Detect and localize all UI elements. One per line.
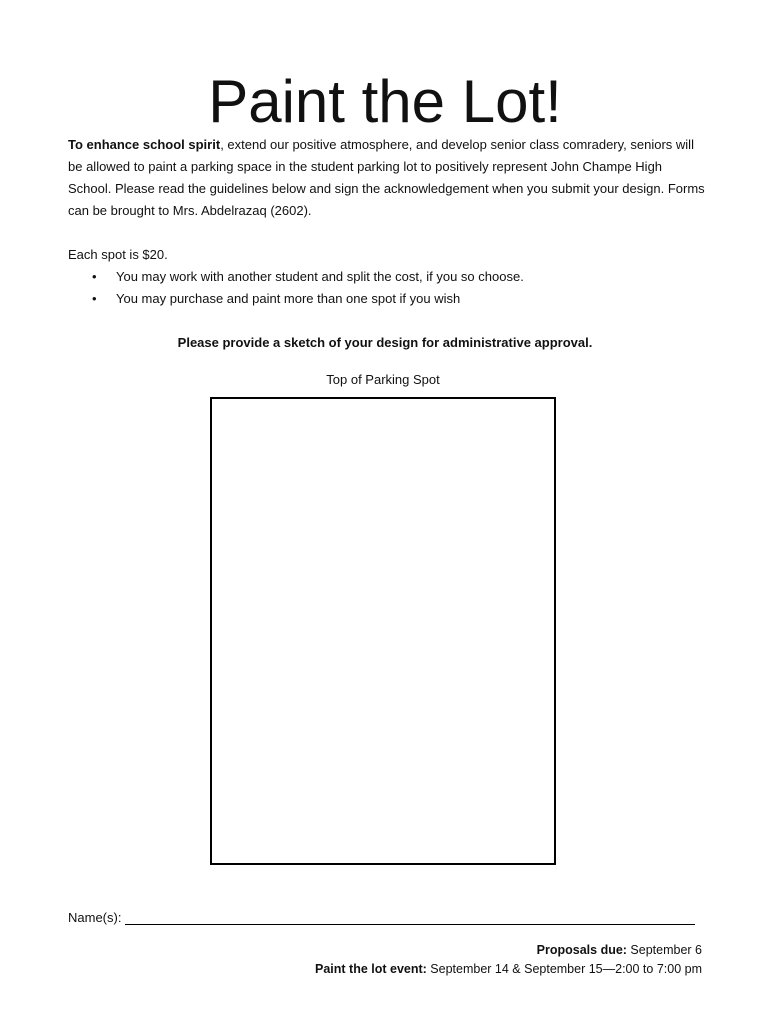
proposals-due-label: Proposals due: [536, 943, 627, 957]
list-item-text: You may purchase and paint more than one spot if you wish [116, 291, 461, 306]
intro-paragraph [68, 134, 708, 222]
proposals-due-value: September 6 [626, 943, 702, 957]
intro-lead: To enhance school spirit [68, 137, 221, 152]
page-title: Paint the Lot! [208, 68, 562, 135]
names-field [68, 907, 695, 929]
bullet-icon: • [92, 291, 97, 306]
guideline-list [92, 266, 524, 310]
cost-text: Each spot is $20. [68, 247, 168, 262]
due-dates [315, 941, 702, 979]
event-dates [315, 960, 702, 979]
names-input-line[interactable] [125, 908, 695, 925]
list-item-text: You may work with another student and split the cost, if you so choose. [116, 269, 524, 284]
event-dates-value: September 14 & September 15—2:00 to 7:00 pm [426, 962, 702, 976]
bullet-icon: • [92, 269, 97, 284]
sketch-request: Please provide a sketch of your design for administrative approval. [177, 335, 593, 350]
proposals-due [315, 941, 702, 960]
event-dates-label: Paint the lot event: [315, 962, 427, 976]
intro-rest: , extend our positive atmosphere, and develop senior class comradery, seniors will be allowed to paint a parking space in the student parking lot to positively represent John Champe High School. Please read the guidelines below and sign the acknowledgement when you submit your design. Forms can be brought to Mrs. Abdelrazaq (2602). [68, 137, 705, 218]
list-item [92, 266, 524, 288]
list-item [92, 288, 524, 310]
names-label: Name(s): [68, 910, 122, 925]
sketch-box[interactable] [210, 397, 556, 865]
sketch-box-label: Top of Parking Spot [326, 372, 440, 387]
